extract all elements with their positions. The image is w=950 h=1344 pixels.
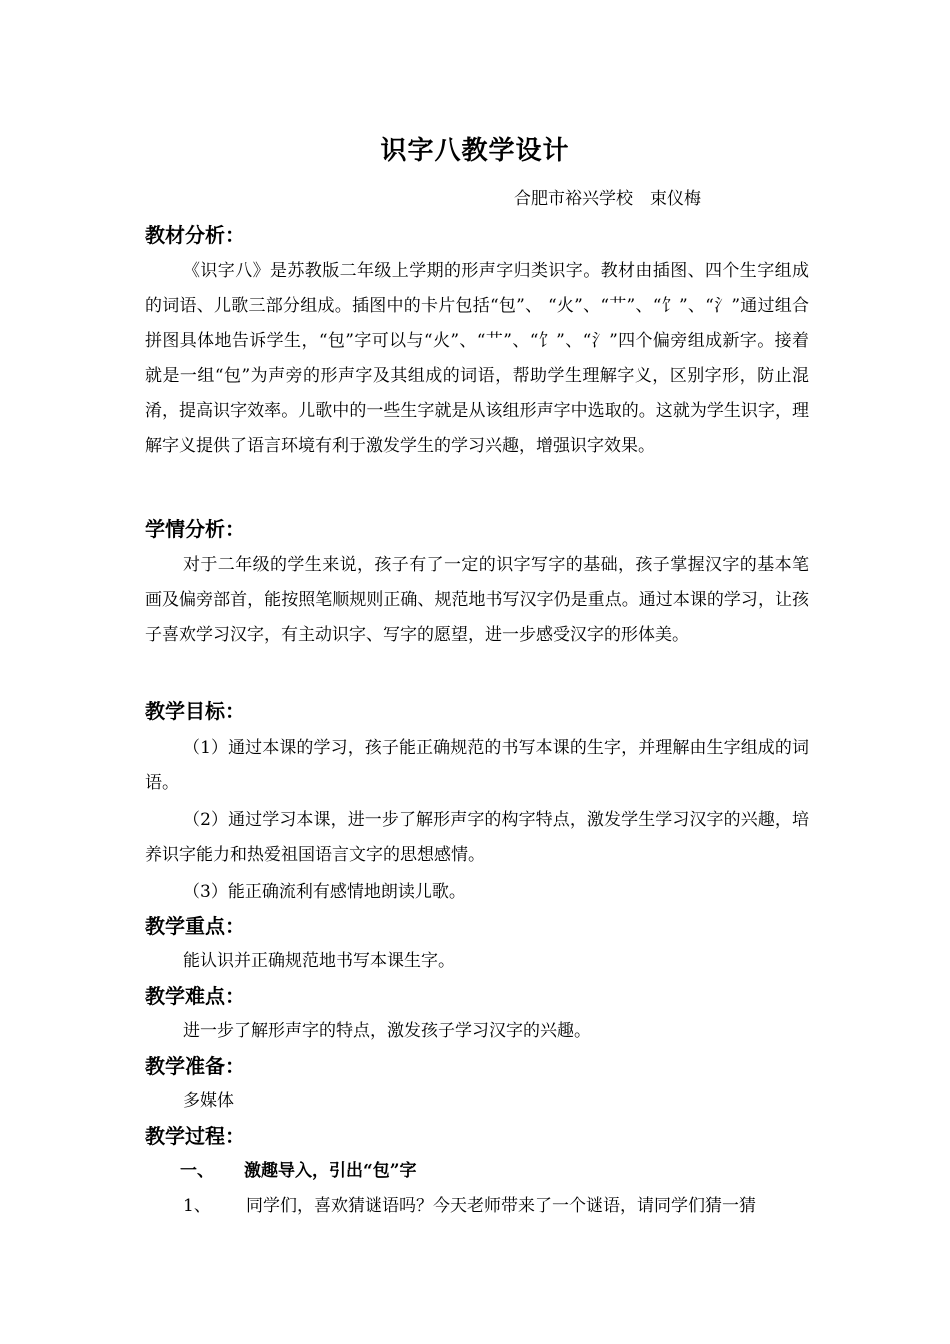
preparation-text: 多媒体 (183, 1091, 234, 1111)
heading-preparation: 教学准备： (145, 1054, 245, 1078)
heading-key-points: 教学重点： (145, 914, 245, 938)
paragraph-student-analysis: 对于二年级的学生来说，孩子有了一定的识字写字的基础，孩子掌握汉字的基本笔画及偏旁部首，能按照笔顺规则正确、规范地书写汉字仍是重点。通过本课的学习，让孩子喜欢学习汉字，有主动识字、写字的愿望，进一步感受汉字的形体美。 (145, 555, 809, 645)
goal-item-1: （1）通过本课的学习，孩子能正确规范的书写本课的生字，并理解由生字组成的词语。 (145, 738, 809, 793)
process-step-title: 激趣导入，引出“包”字 (244, 1161, 417, 1181)
difficulties-text: 进一步了解形声字的特点，激发孩子学习汉字的兴趣。 (183, 1021, 591, 1041)
document-title: 识字八教学设计 (380, 136, 570, 166)
process-sub-text: 同学们，喜欢猜谜语吗？今天老师带来了一个谜语，请同学们猜一猜 (246, 1196, 756, 1216)
document-author: 合肥市裕兴学校 束仪梅 (514, 189, 701, 209)
heading-material-analysis: 教材分析： (145, 223, 245, 247)
goal-item-2: （2）通过学习本课，进一步了解形声字的构字特点，激发学生学习汉字的兴趣，培养识字能力和热爱祖国语言文字的思想感情。 (145, 810, 809, 865)
paragraph-material-analysis: 《识字八》是苏教版二年级上学期的形声字归类识字。教材由插图、四个生字组成的词语、儿歌三部分组成。插图中的卡片包括“包”、 “火”、“艹”、“饣”、“氵”通过组合拼图具体地告诉学生，“包”字可以与“火”、“艹”、“饣”、“氵”四个偏旁组成新字。接着就是一组“包”为声旁的形声字及其组成的词语，帮助学生理解字义，区别字形，防止混淆，提高识字效率。儿歌中的一些生字就是从该组形声字中选取的。这就为学生识字，理解字义提供了语言环境有利于激发学生的学习兴趣，增强识字效果。 (145, 261, 809, 456)
heading-student-analysis: 学情分析： (145, 517, 245, 541)
heading-process: 教学过程： (145, 1124, 245, 1148)
key-points-text: 能认识并正确规范地书写本课生字。 (183, 951, 455, 971)
process-sub-number: 1、 (183, 1196, 211, 1216)
goal-item-3: （3）能正确流利有感情地朗读儿歌。 (183, 882, 466, 902)
heading-goals: 教学目标： (145, 699, 245, 723)
process-step-number: 一、 (180, 1161, 214, 1181)
heading-difficulties: 教学难点： (145, 984, 245, 1008)
